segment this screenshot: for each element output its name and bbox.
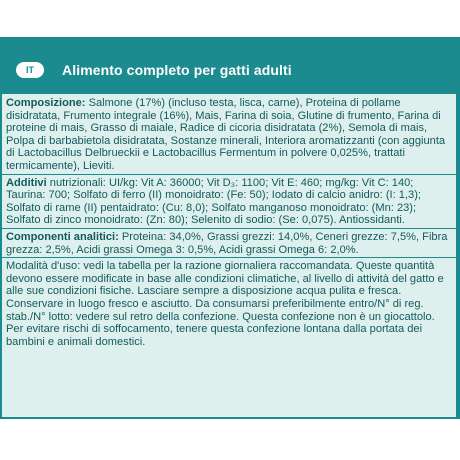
language-badge: IT [16, 62, 44, 78]
divider [2, 174, 456, 175]
composition-label: Composizione: [6, 97, 86, 109]
analytical-section [6, 231, 452, 256]
composition-section [6, 97, 452, 173]
composition-text: Salmone (17%) (incluso testa, lisca, carne), Proteina di pollame disidratata, Frumento integrale (16%), Mais, Farina di soia, Glutine di frumento, Farina di proteine di mais, Grasso di maiale, Radice di cicoria disidratata (2%), Semola di mais, Polpa di barbabietola disidratata, Sostanze minerali, Interiora aromatizzanti (con aggiunta di Lactobacillus Delbrueckii e Lactobacillus Fermentum in polvere 0,025%, trattati termicamente), Lieviti. [6, 97, 446, 172]
divider [2, 228, 456, 229]
analytical-text: Proteina: 34,0%, Grassi grezzi: 14,0%, Ceneri grezze: 7,5%, Fibra grezza: 2,5%, Acidi grassi Omega 3: 0,5%, Acidi grassi Omega 6: 2,0%. [6, 230, 448, 256]
additives-text: nutrizionali: UI/kg: Vit A: 36000; Vit D₃: 1100; Vit E: 460; mg/kg: Vit C: 140; Taurina: 700; Solfato di ferro (II) monoidrato: (Fe: 50); Iodato di calcio anidro: (I: 1,3); Solfato di rame (II) pentaidrato: (Cu: 8,0); Solfato manganoso monoidrato: (Mn: 23); Solfato di zinco monoidrato: (Zn: 80); Selenito di sodio: (Se: 0,075). Antiossidanti. [6, 176, 421, 227]
header [16, 62, 292, 78]
analytical-label: Componenti analitici: [6, 230, 119, 243]
additives-label: Additivi [6, 176, 47, 189]
additives-section [6, 177, 452, 227]
label-text-box [2, 94, 456, 417]
divider [2, 257, 456, 258]
usage-section: Modalità d'uso: vedi la tabella per la razione giornaliera raccomandata. Queste quantità devono essere modificate in base alle condizioni climatiche, al livello di attività del gatto e alle sue condizioni fisiche. Lasciare sempre a disposizione acqua pulita e fresca. Conservare in luogo fresco e asciutto. Da consumarsi preferibilmente entro/N° di reg. stab./N° lotto: vedere sul retro della confezione. Questa confezione non è un giocattolo. Per evitare rischi di soffocamento, tenere questa confezione lontana dalla portata dei bambini e animali domestici. [6, 260, 444, 348]
product-title: Alimento completo per gatti adulti [62, 62, 292, 78]
